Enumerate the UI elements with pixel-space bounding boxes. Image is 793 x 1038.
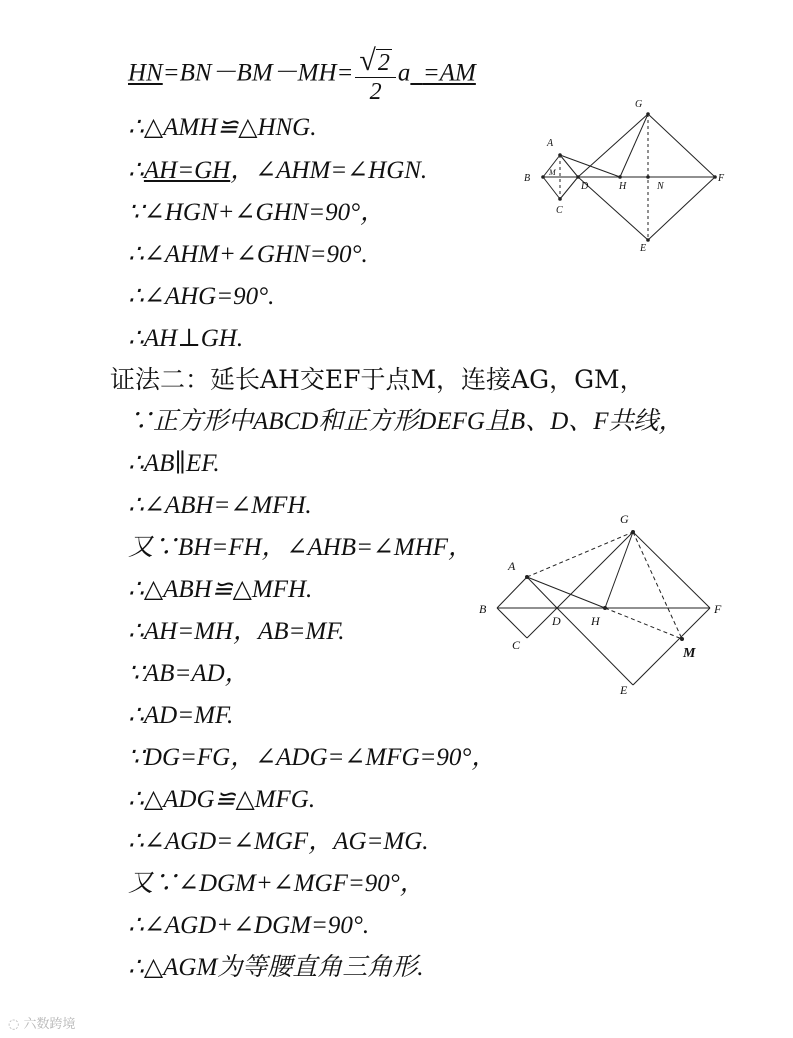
proof2-title: 证法二：延长AH交EF于点M，连接AG，GM， [110,365,645,394]
fraction-denominator: 2 [369,79,382,105]
hn-text: HN [128,59,163,87]
geometry-figure-2 [470,505,740,695]
proof1-line-3: ∵∠HGN+∠GHN=90°， [128,199,386,226]
fig1-label-c: C [556,205,563,216]
geometry-figure-1 [515,95,745,255]
proof2-line-14: ∴△AGM为等腰直角三角形. [128,954,424,981]
watermark-logo [8,1013,76,1032]
formula-hn [128,46,476,104]
proof2-line-8: ∴AD=MF. [128,702,234,729]
fig1-label-e: E [640,243,647,254]
proof1-line-5: ∴∠AHG=90°. [128,283,275,310]
proof1-line-6: ∴AH⊥GH. [128,325,244,352]
fig2-label-h: H [591,614,600,628]
proof2-line-5: ∴△ABH≌△MFH. [128,576,313,603]
am-text: =AM [422,59,476,87]
proof1-line-1: ∴△AMH≌△HNG. [128,114,317,141]
watermark-text: 六数跨境 [23,1017,76,1032]
proof2-line-9: ∵DG=FG，∠ADG=∠MFG=90°， [128,744,497,771]
proof2-line-10: ∴△ADG≌△MFG. [128,786,316,813]
proof2-line-11: ∴∠AGD=∠MGF，AG=MG. [128,828,429,855]
proof1-line-4: ∴∠AHM+∠GHN=90°. [128,241,368,268]
fig2-label-e: E [620,683,628,695]
angle-equation: ，∠AHM=∠HGN. [230,157,428,184]
fig2-label-m: M [683,646,696,661]
fig1-label-m: M [549,168,556,177]
proof2-line-1: ∵正方形中ABCD和正方形DEFG且B、D、F共线， [128,408,684,435]
proof2-line-7: ∵AB=AD， [128,660,250,687]
proof2-line-6: ∴AH=MH，AB=MF. [128,618,345,645]
fig1-label-n: N [657,181,664,192]
fig2-label-a: A [508,559,516,573]
proof2-line-4: 又∵BH=FH，∠AHB=∠MHF， [128,534,474,561]
fig2-label-c: C [512,638,521,652]
therefore-symbol: ∴ [128,157,144,184]
proof2-line-2: ∴AB∥EF. [128,450,220,477]
fig2-label-b: B [479,602,487,616]
fig1-label-b: B [524,173,531,184]
sqrt-symbol: √ [359,44,376,77]
hn-expression: =BN－BM－MH= [162,59,354,87]
fig1-label-a: A [547,138,554,149]
fig1-label-h: H [619,181,627,192]
fig1-label-g: G [635,99,643,110]
variable-a: a [397,59,411,87]
fig2-label-g: G [620,512,629,526]
fraction-numerator [355,46,395,78]
proof2-line-12: 又∵∠DGM+∠MGF=90°， [128,870,425,897]
proof2-line-3: ∴∠ABH=∠MFH. [128,492,312,519]
watermark-icon: ◌ [8,1017,20,1032]
fig1-label-f: F [718,173,725,184]
fig2-label-f: F [714,602,722,616]
equals-am [410,60,475,87]
ah-gh-underlined: AH=GH [143,157,231,184]
fig2-label-d: D [552,614,561,628]
proof1-line-2 [128,158,427,183]
proof2-line-13: ∴∠AGD+∠DGM=90°. [128,912,370,939]
sqrt2-over-2 [355,46,395,104]
sqrt-argument: 2 [377,50,390,76]
fig1-label-d: D [581,181,589,192]
